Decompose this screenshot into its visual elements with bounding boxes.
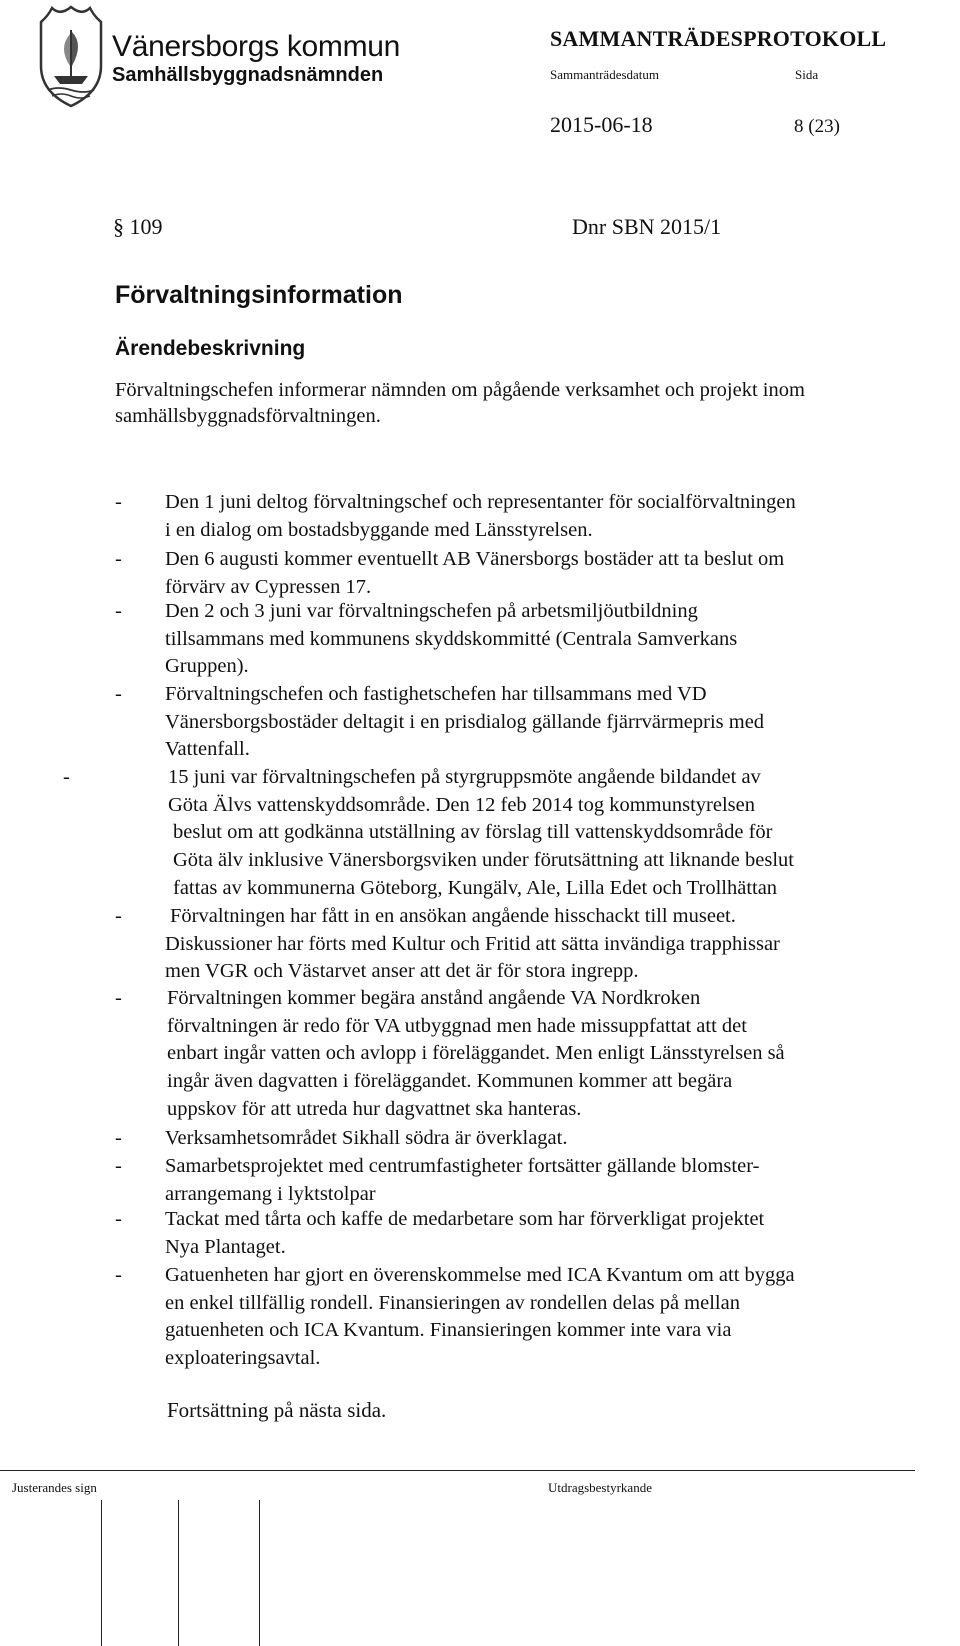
meeting-date: 2015-06-18 [550,112,653,137]
list-item-line: 15 juni var förvaltningschefen på styrgruppsmöte angående bildandet av [168,766,761,788]
paragraph-number: § 109 [113,214,163,239]
footer-divider [0,1470,915,1471]
list-item-line: tillsammans med kommunens skyddskommitté (Centrala Samverkans [165,627,738,650]
list-item-line: Den 1 juni deltog förvaltningschef och representanter för socialförvaltningen [165,491,796,513]
list-item-line: förvärv av Cypressen 17. [165,575,372,598]
extract-certification-label: Utdragsbestyrkande [548,1480,652,1495]
list-item-line: Vattenfall. [165,738,250,761]
list-item-line: Förvaltningen kommer begära anstånd angående VA Nordkroken [167,987,701,1009]
list-item-line: gatuenheten och ICA Kvantum. Finansieringen kommer inte vara via [165,1319,732,1342]
list-item-line: Samarbetsprojektet med centrumfastigheter fortsätter gällande blomster- [165,1155,760,1177]
list-item-line: exploateringsavtal. [165,1347,321,1370]
list-item-line: Gatuenheten har gjort en överenskommelse med ICA Kvantum om att bygga [165,1264,795,1286]
organization-unit: Samhällsbyggnadsnämnden [112,64,384,86]
list-item-line: en enkel tillfällig rondell. Finansieringen av rondellen delas på mellan [165,1291,740,1314]
list-item-line: Verksamhetsområdet Sikhall södra är överklagat. [165,1127,568,1149]
bullet-dash: - [115,905,122,927]
list-item-line: Förvaltningen har fått in en ansökan angående hisschackt till museet. [170,905,736,927]
list-item-line: Tackat med tårta och kaffe de medarbetare som har förverkligat projektet [165,1208,765,1230]
organization-name: Vänersborgs kommun [112,30,401,63]
list-item-line: fattas av kommunerna Göteborg, Kungälv, Ale, Lilla Edet och Trollhättan [173,876,778,899]
list-item-line: Nya Plantaget. [165,1235,286,1258]
list-item-line: Göta älv inklusive Vänersborgsviken under förutsättning att liknande beslut [173,849,794,872]
signature-box-divider [178,1500,179,1646]
signature-box-divider [259,1500,260,1646]
page-title: Förvaltningsinformation [115,281,403,309]
list-item-line: men VGR och Västarvet anser att det är för stora ingrepp. [165,960,639,983]
coat-of-arms-ship-icon [38,4,104,108]
bullet-dash: - [115,1264,122,1286]
list-item-line: i en dialog om bostadsbyggande med Länsstyrelsen. [165,518,593,541]
list-item-line: Den 2 och 3 juni var förvaltningschefen på arbetsmiljöutbildning [165,600,698,622]
list-item-line: arrangemang i lyktstolpar [165,1182,376,1205]
intro-paragraph: Förvaltningschefen informerar nämnden om pågående verksamhet och projekt inom samhällsbyggnadsförvaltningen. [115,379,805,427]
document-type: SAMMANTRÄDESPROTOKOLL [550,26,887,51]
bullet-dash: - [115,600,122,622]
bullet-dash: - [63,766,70,788]
list-item-line: Göta Älvs vattenskyddsområde. Den 12 feb 2014 tog kommunstyrelsen [168,793,756,816]
bullet-dash: - [115,987,122,1009]
section-subtitle: Ärendebeskrivning [115,337,306,360]
list-item-line: Vänersborgsbostäder deltagit i en prisdialog gällande fjärrvärmepris med [165,710,765,733]
list-item-line: Diskussioner har förts med Kultur och Fritid att sätta invändiga trapphissar [165,932,780,955]
list-item-line: Gruppen). [165,655,249,678]
list-item-line: ingår även dagvatten i föreläggandet. Kommunen kommer att begära [167,1070,733,1093]
bullet-dash: - [115,683,122,705]
bullet-dash: - [115,491,122,513]
signature-box-divider [101,1500,102,1646]
signature-label: Justerandes sign [12,1480,97,1495]
page-label: Sida [795,67,819,82]
meeting-date-label: Sammanträdesdatum [550,67,660,82]
page-number: 8 (23) [794,116,840,137]
diary-number: Dnr SBN 2015/1 [572,214,722,239]
list-item-line: uppskov för att utreda hur dagvattnet ska hanteras. [167,1097,582,1120]
continuation-note: Fortsättning på nästa sida. [167,1398,387,1422]
bullet-dash: - [115,1155,122,1177]
list-item-line: Förvaltningschefen och fastighetschefen har tillsammans med VD [165,683,707,705]
list-item-line: beslut om att godkänna utställning av förslag till vattenskyddsområde för [173,821,773,844]
bullet-dash: - [115,1208,122,1230]
bullet-dash: - [115,1127,122,1149]
list-item-line: enbart ingår vatten och avlopp i föreläggandet. Men enligt Länsstyrelsen så [167,1042,785,1065]
list-item-line: Den 6 augusti kommer eventuellt AB Vänersborgs bostäder att ta beslut om [165,548,785,570]
bullet-dash: - [115,548,122,570]
list-item-line: förvaltningen är redo för VA utbyggnad men hade missuppfattat att det [167,1014,747,1037]
